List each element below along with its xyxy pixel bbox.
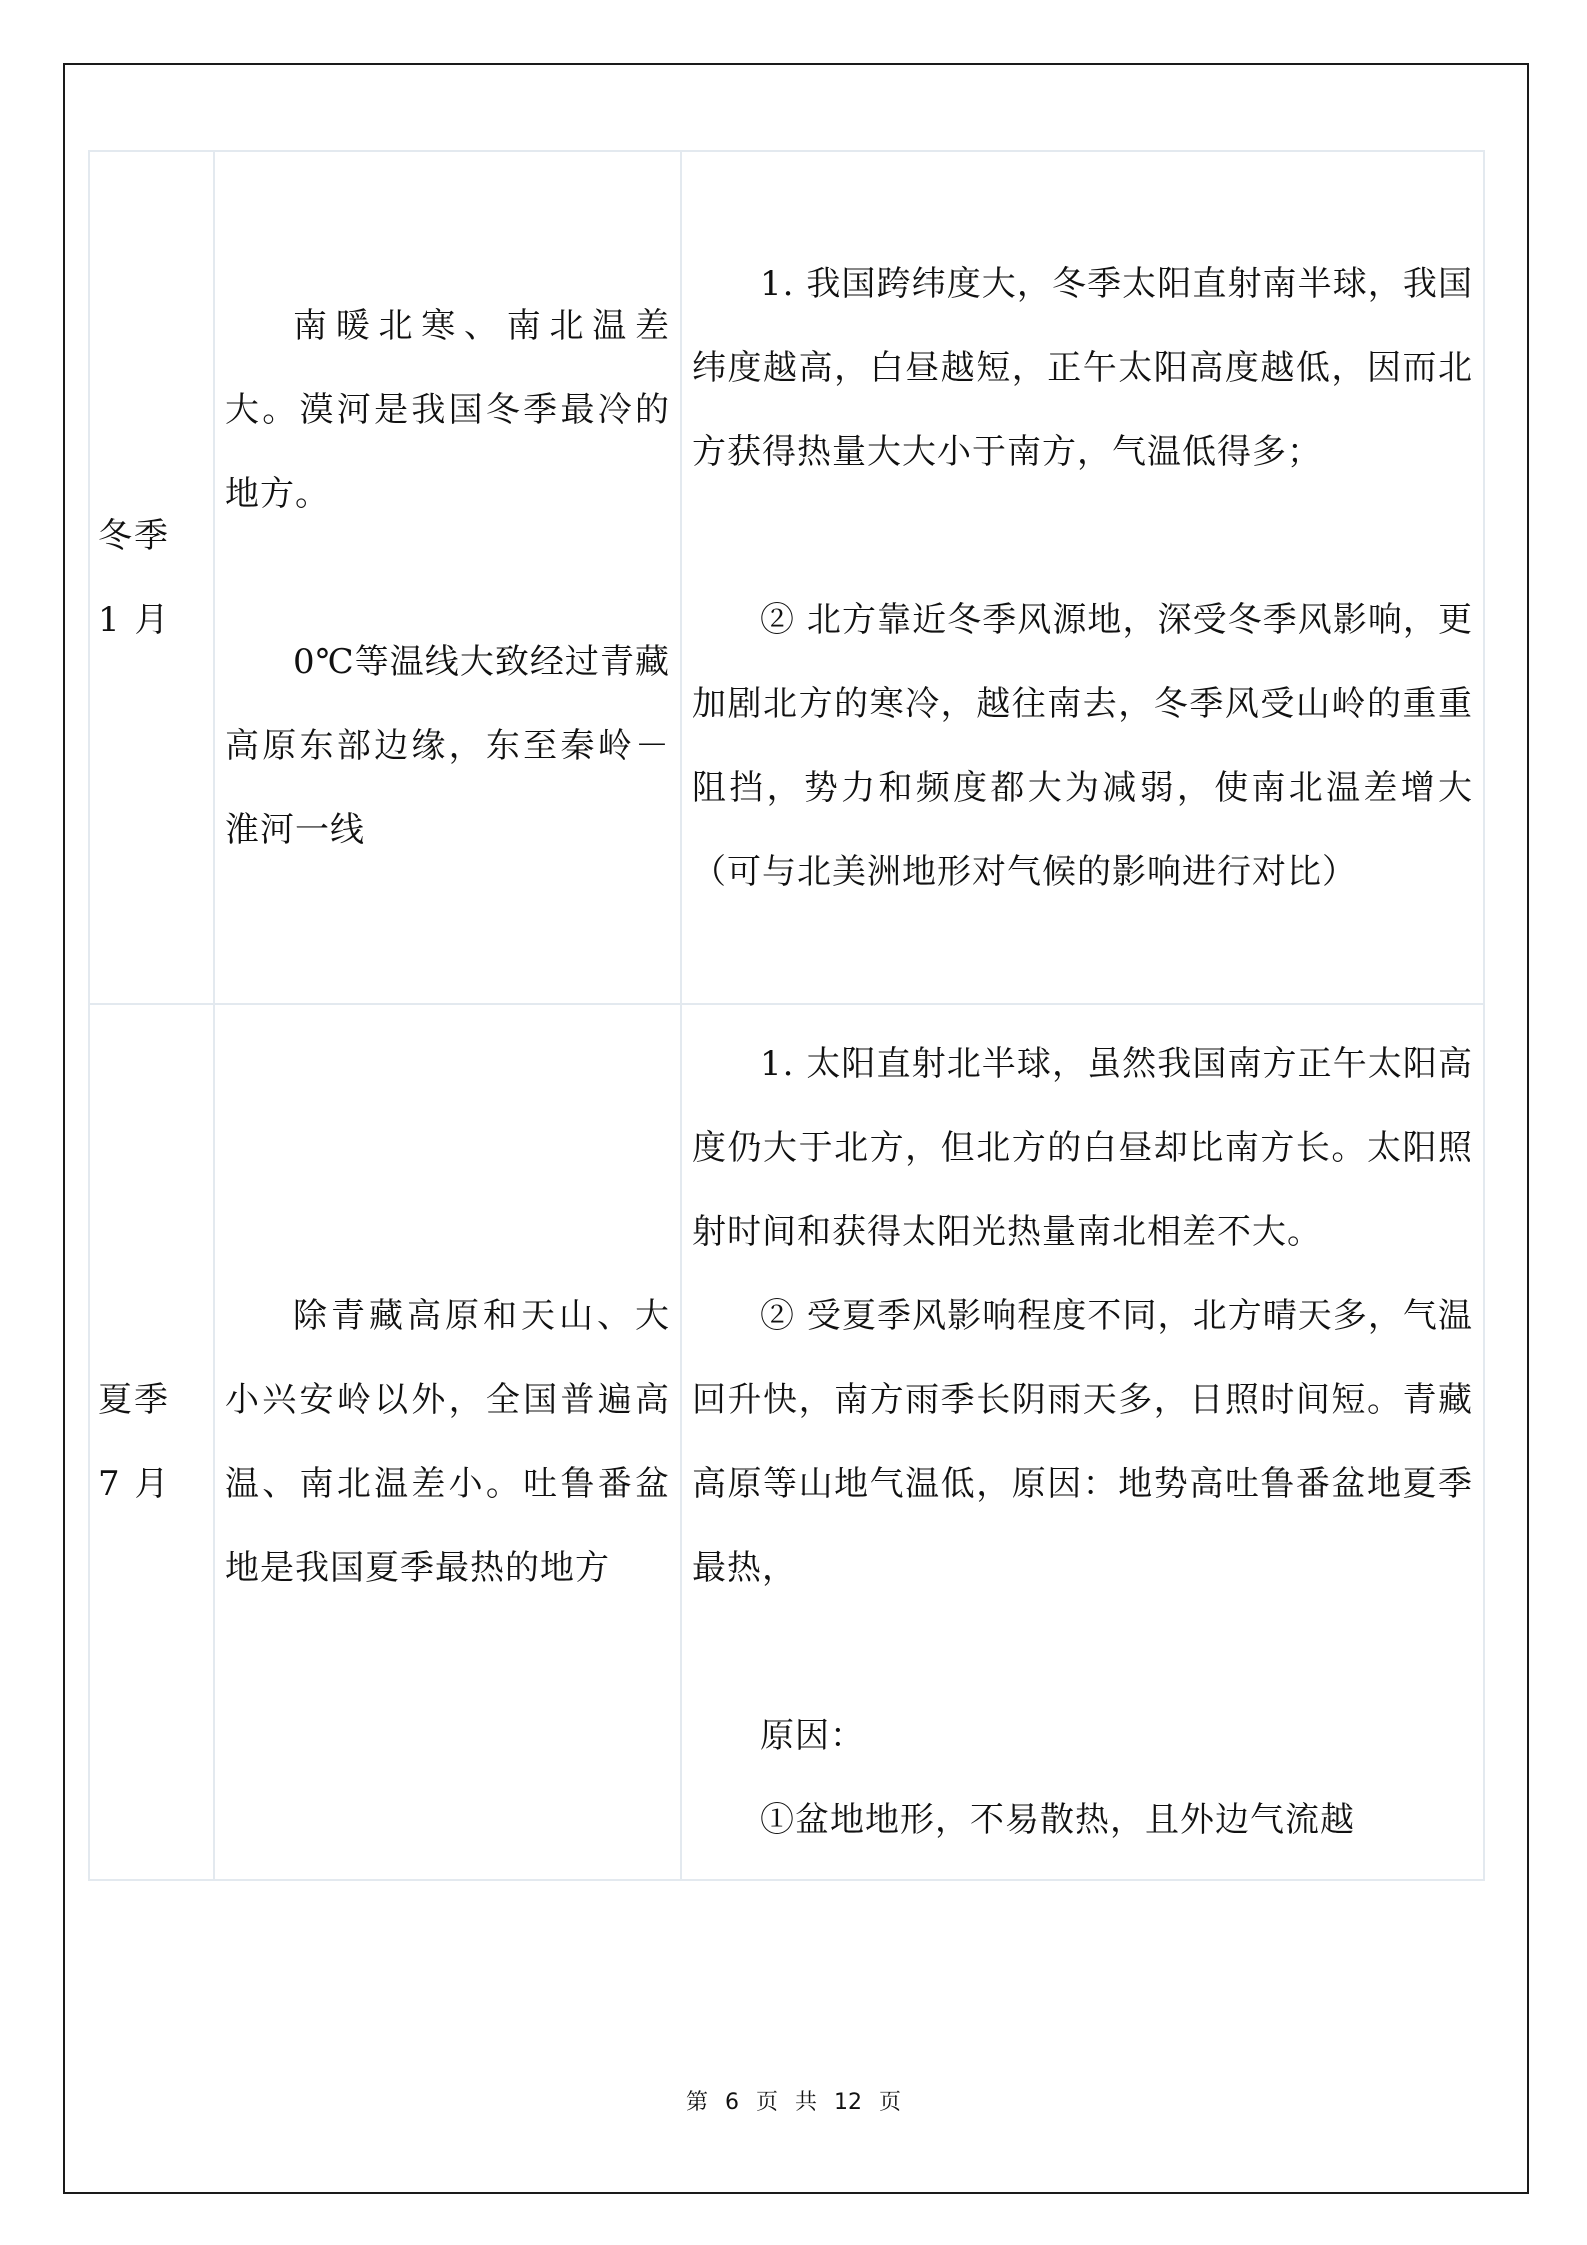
feature-cell-summer (214, 1004, 681, 1880)
reason-paragraph: 1. 太阳直射北半球，虽然我国南方正午太阳高度仍大于北方，但北方的白昼却比南方长。太阳照射时间和获得太阳光热量南北相差不大。 (692, 1044, 1473, 1252)
spacer (225, 536, 670, 620)
page-number-footer: 第 6 页 共 12 页 (686, 2090, 901, 2115)
spacer (692, 494, 1473, 578)
feature-paragraph: 0℃等温线大致经过青藏高原东部边缘，东至秦岭－淮河一线 (225, 641, 670, 850)
reason-cell-winter (681, 151, 1484, 1004)
table-row-summer (89, 1004, 1484, 1880)
feature-cell-winter (214, 151, 681, 1004)
reason-paragraph: ② 受夏季风影响程度不同，北方晴天多，气温回升快，南方雨季长阴雨天多，日照时间短。青藏高原等山地气温低，原因：地势高吐鲁番盆地夏季最热， (692, 1296, 1473, 1588)
reason-paragraph: ② 北方靠近冬季风源地，深受冬季风影响，更加剧北方的寒冷，越往南去，冬季风受山岭的重重阻挡，势力和频度都大为减弱，使南北温差增大（可与北美洲地形对气候的影响进行对比） (692, 599, 1473, 892)
season-month: 1 月 (98, 599, 171, 640)
table-row-winter (89, 151, 1484, 1004)
feature-paragraph: 南暖北寒、南北温差大。漠河是我国冬季最冷的地方。 (225, 305, 670, 514)
spacer (692, 1610, 1473, 1694)
season-cell-winter (89, 151, 214, 1004)
season-name: 冬季 (98, 515, 170, 556)
climate-table (88, 150, 1485, 1881)
season-cell-summer (89, 1004, 214, 1880)
season-month: 7 月 (98, 1464, 171, 1504)
reason-cell-summer (681, 1004, 1484, 1880)
reason-paragraph: 原因： (760, 1716, 865, 1756)
feature-paragraph: 除青藏高原和天山、大小兴安岭以外，全国普遍高温、南北温差小。吐鲁番盆地是我国夏季最热的地方 (225, 1296, 670, 1588)
season-name: 夏季 (98, 1380, 170, 1420)
reason-paragraph: ①盆地地形，不易散热，且外边气流越 (760, 1800, 1355, 1840)
reason-paragraph: 1. 我国跨纬度大，冬季太阳直射南半球，我国纬度越高，白昼越短，正午太阳高度越低，因而北方获得热量大大小于南方，气温低得多； (692, 263, 1473, 472)
